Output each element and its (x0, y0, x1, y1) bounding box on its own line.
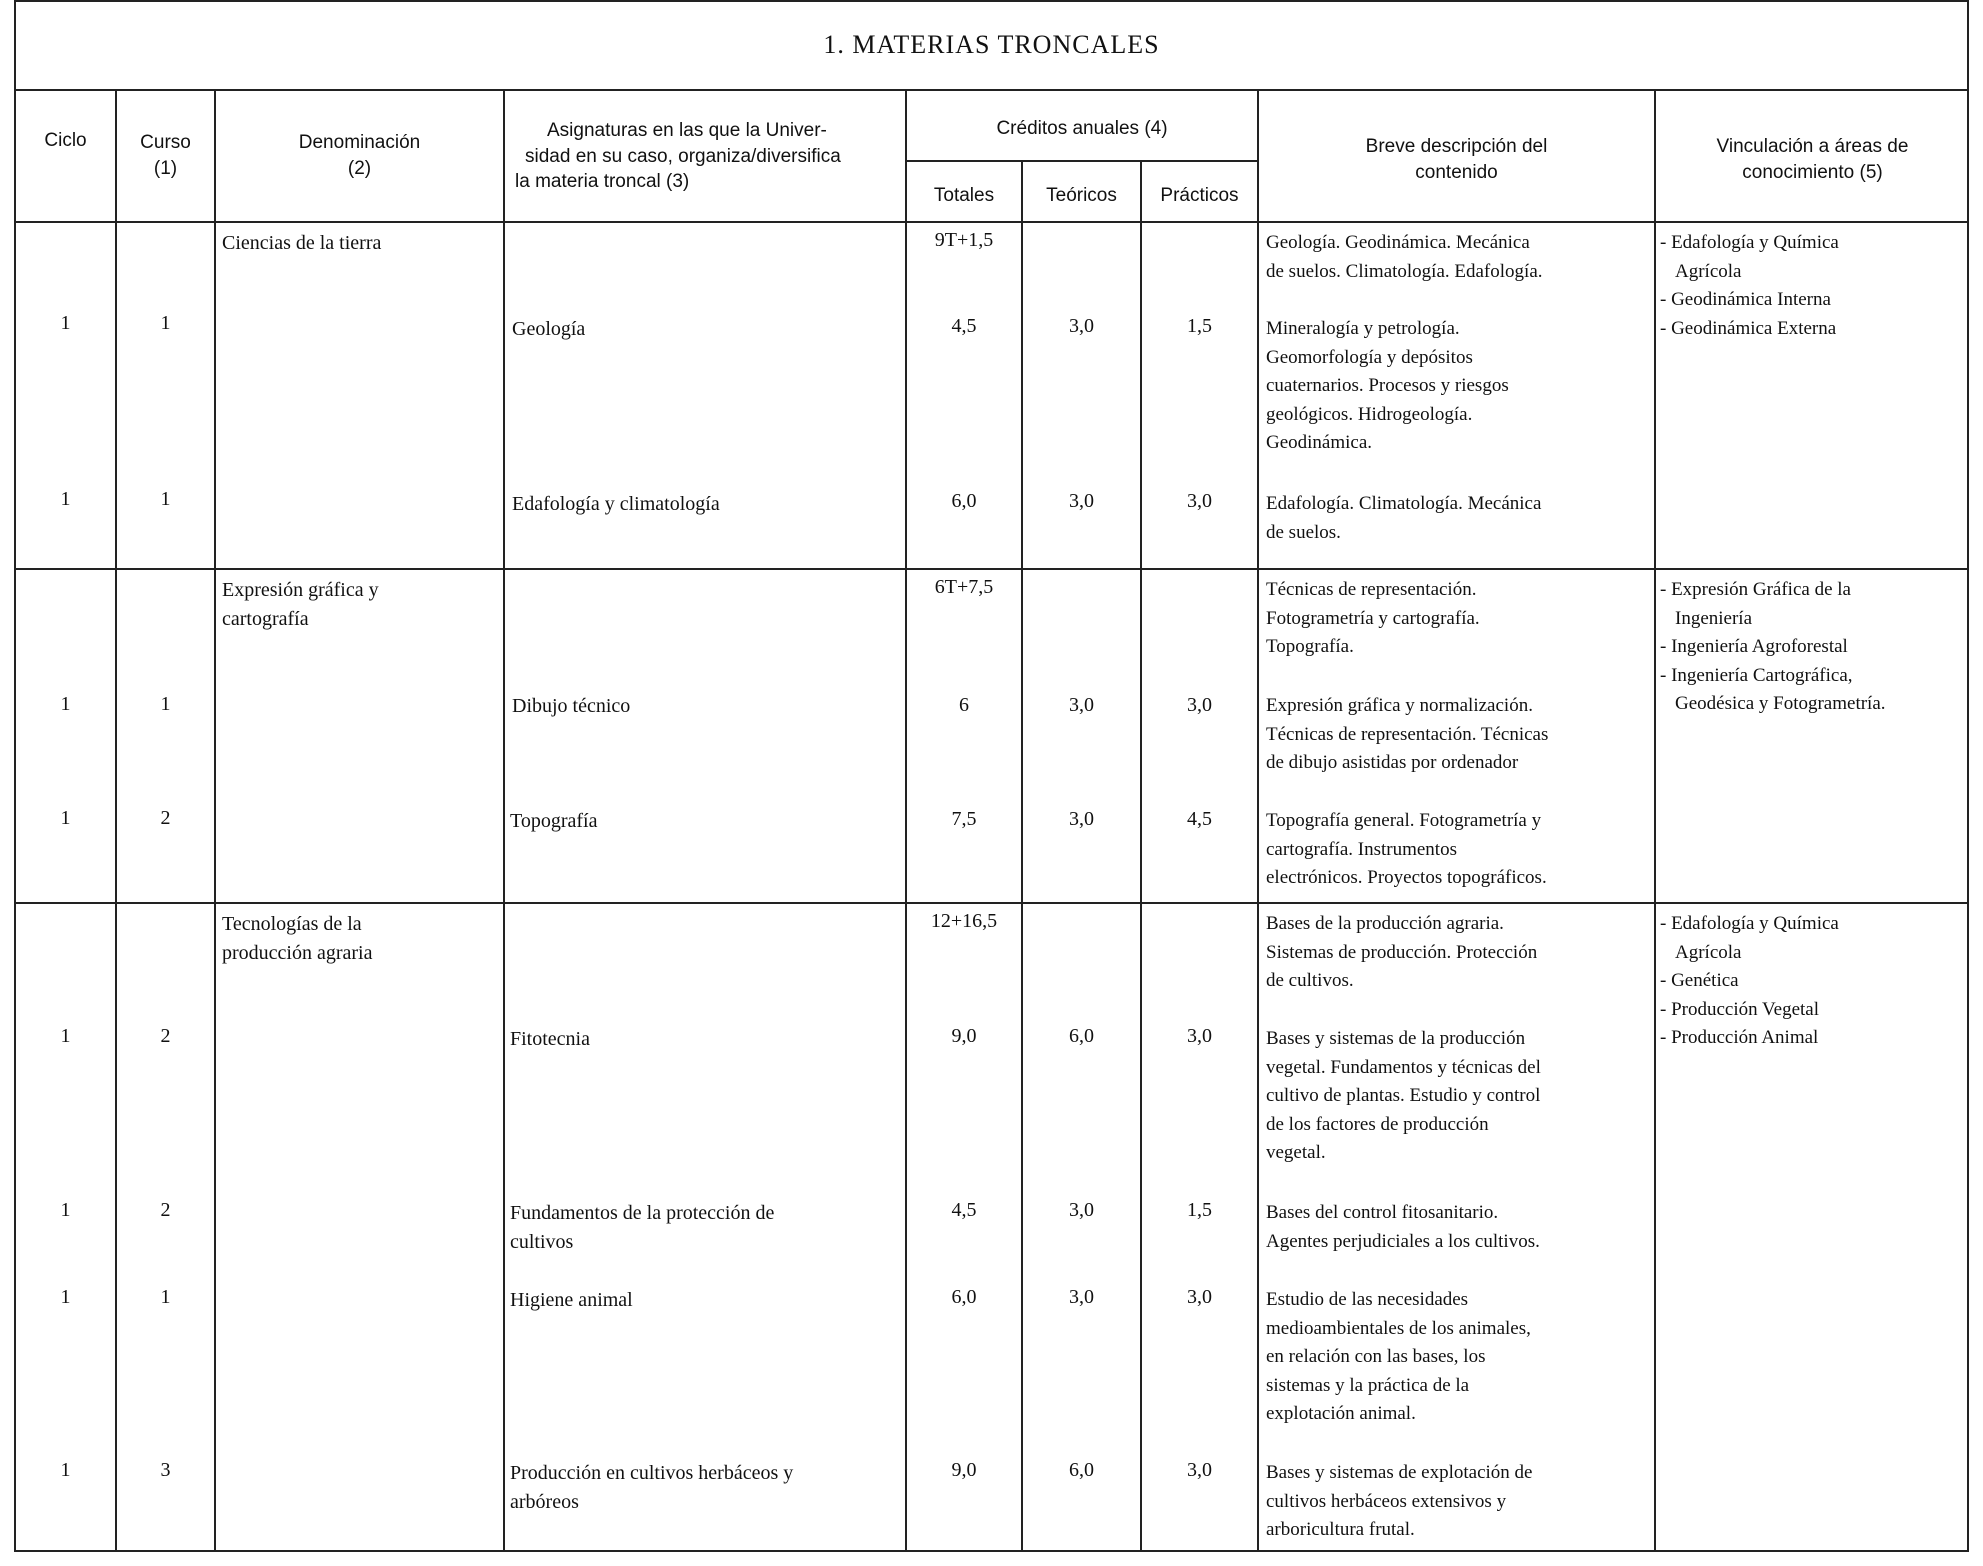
column-divider (1140, 160, 1142, 1552)
row-totales: 4,5 (951, 315, 977, 337)
row-asignatura: Producción en cultivos herbáceos y arbóreos (510, 1462, 794, 1513)
header-vinculacion: Vinculación a áreas de conocimiento (5) (1716, 136, 1909, 183)
row-teoricos: 3,0 (1069, 694, 1094, 716)
row-description: Bases del control fitosanitario. Agentes perjudiciales a los cultivos. (1266, 1202, 1540, 1252)
column-divider (503, 91, 505, 1552)
row-practicos: 3,0 (1187, 1025, 1212, 1047)
row-curso: 2 (160, 807, 171, 829)
row-ciclo: 1 (60, 693, 71, 715)
row-teoricos: 6,0 (1069, 1025, 1094, 1047)
credits-subheader-divider (905, 160, 1257, 162)
row-description: Expresión gráfica y normalización. Técnicas de representación. Técnicas de dibujo asistidas por ordenador (1266, 695, 1549, 773)
table-title (14, 0, 1969, 91)
row-ciclo: 1 (60, 312, 71, 334)
group-areas: - Edafología y Química Agrícola - Genética - Producción Vegetal - Producción Animal (1660, 913, 1839, 1048)
row-teoricos: 3,0 (1069, 315, 1094, 337)
row-practicos: 3,0 (1187, 1286, 1212, 1308)
header-practicos: Prácticos (1160, 185, 1239, 206)
row-totales: 6 (959, 694, 969, 716)
row-practicos: 1,5 (1187, 1199, 1212, 1221)
group-divider (14, 568, 1969, 570)
column-divider (214, 91, 216, 1552)
group-denominacion: Tecnologías de la producción agraria (222, 913, 373, 964)
group-total-credits: 6T+7,5 (934, 576, 994, 598)
row-description: Bases y sistemas de explotación de cultivos herbáceos extensivos y arboricultura frutal. (1266, 1462, 1533, 1540)
row-teoricos: 3,0 (1069, 1199, 1094, 1221)
title-text: 1. MATERIAS TRONCALES (823, 29, 1160, 59)
row-totales: 6,0 (951, 1286, 977, 1308)
row-teoricos: 3,0 (1069, 808, 1094, 830)
row-curso: 1 (160, 488, 171, 510)
row-description: Topografía general. Fotogrametría y cartografía. Instrumentos electrónicos. Proyectos topográficos. (1266, 810, 1547, 888)
row-asignatura: Geología (512, 318, 586, 340)
header-teoricos: Teóricos (1046, 185, 1117, 206)
group-areas: - Expresión Gráfica de la Ingeniería - Ingeniería Agroforestal - Ingeniería Cartográfica, Geodésica y Fotogrametría. (1660, 579, 1886, 714)
group-description: Técnicas de representación. Fotogrametría y cartografía. Topografía. (1266, 579, 1480, 657)
row-teoricos: 3,0 (1069, 490, 1094, 512)
row-ciclo: 1 (60, 1025, 71, 1047)
row-description: Bases y sistemas de la producción vegetal. Fundamentos y técnicas del cultivo de plantas. Estudio y control de los factores de producción vegetal. (1266, 1028, 1541, 1163)
row-asignatura: Fitotecnia (510, 1028, 590, 1050)
row-asignatura: Fundamentos de la protección de cultivos (510, 1202, 775, 1253)
row-practicos: 3,0 (1187, 694, 1212, 716)
row-totales: 4,5 (951, 1199, 977, 1221)
row-practicos: 4,5 (1187, 808, 1212, 830)
row-curso: 1 (160, 312, 171, 334)
row-description: Edafología. Climatología. Mecánica de suelos. (1266, 493, 1542, 543)
header-denominacion: Denominación (2) (298, 132, 421, 179)
row-curso: 3 (160, 1459, 171, 1481)
row-totales: 6,0 (951, 490, 977, 512)
row-practicos: 1,5 (1187, 315, 1212, 337)
header-totales: Totales (933, 185, 995, 206)
row-totales: 9,0 (951, 1459, 977, 1481)
group-denominacion: Expresión gráfica y cartografía (222, 579, 379, 630)
group-divider (14, 902, 1969, 904)
row-description: Mineralogía y petrología. Geomorfología y depósitos cuaternarios. Procesos y riesgos geológicos. Hidrogeología. Geodinámica. (1266, 318, 1509, 453)
row-description: Estudio de las necesidades medioambientales de los animales, en relación con las bases, los sistemas y la práctica de la explotación animal. (1266, 1289, 1531, 1424)
row-totales: 9,0 (951, 1025, 977, 1047)
group-description: Bases de la producción agraria. Sistemas de producción. Protección de cultivos. (1266, 913, 1538, 991)
column-divider (1021, 160, 1023, 1552)
group-total-credits: 9T+1,5 (934, 229, 994, 251)
group-areas: - Edafología y Química Agrícola - Geodinámica Interna - Geodinámica Externa (1660, 232, 1839, 339)
header-descripcion: Breve descripción del contenido (1365, 136, 1548, 183)
group-description: Geología. Geodinámica. Mecánica de suelos. Climatología. Edafología. (1266, 232, 1543, 282)
row-ciclo: 1 (60, 1459, 71, 1481)
group-total-credits: 12+16,5 (930, 910, 998, 932)
column-divider (1257, 91, 1259, 1552)
row-asignatura: Topografía (510, 810, 598, 832)
row-practicos: 3,0 (1187, 490, 1212, 512)
row-ciclo: 1 (60, 1199, 71, 1221)
header-bottom-divider (14, 221, 1969, 223)
row-teoricos: 6,0 (1069, 1459, 1094, 1481)
row-asignatura: Higiene animal (510, 1289, 633, 1311)
column-divider (1654, 91, 1656, 1552)
header-creditos: Créditos anuales (4) (996, 118, 1168, 139)
row-teoricos: 3,0 (1069, 1286, 1094, 1308)
row-asignatura: Edafología y climatología (512, 493, 720, 515)
row-curso: 1 (160, 693, 171, 715)
header-curso: Curso (1) (140, 132, 191, 179)
row-curso: 1 (160, 1286, 171, 1308)
row-totales: 7,5 (951, 808, 977, 830)
row-curso: 2 (160, 1025, 171, 1047)
row-asignatura: Dibujo técnico (512, 695, 631, 717)
header-asignaturas: Asignaturas en las que la Univer- sidad en su caso, organiza/diversifica la materia troncal (3) (515, 120, 841, 193)
row-ciclo: 1 (60, 488, 71, 510)
row-ciclo: 1 (60, 1286, 71, 1308)
row-ciclo: 1 (60, 807, 71, 829)
row-practicos: 3,0 (1187, 1459, 1212, 1481)
header-ciclo: Ciclo (44, 130, 87, 151)
group-denominacion: Ciencias de la tierra (222, 232, 382, 254)
row-curso: 2 (160, 1199, 171, 1221)
